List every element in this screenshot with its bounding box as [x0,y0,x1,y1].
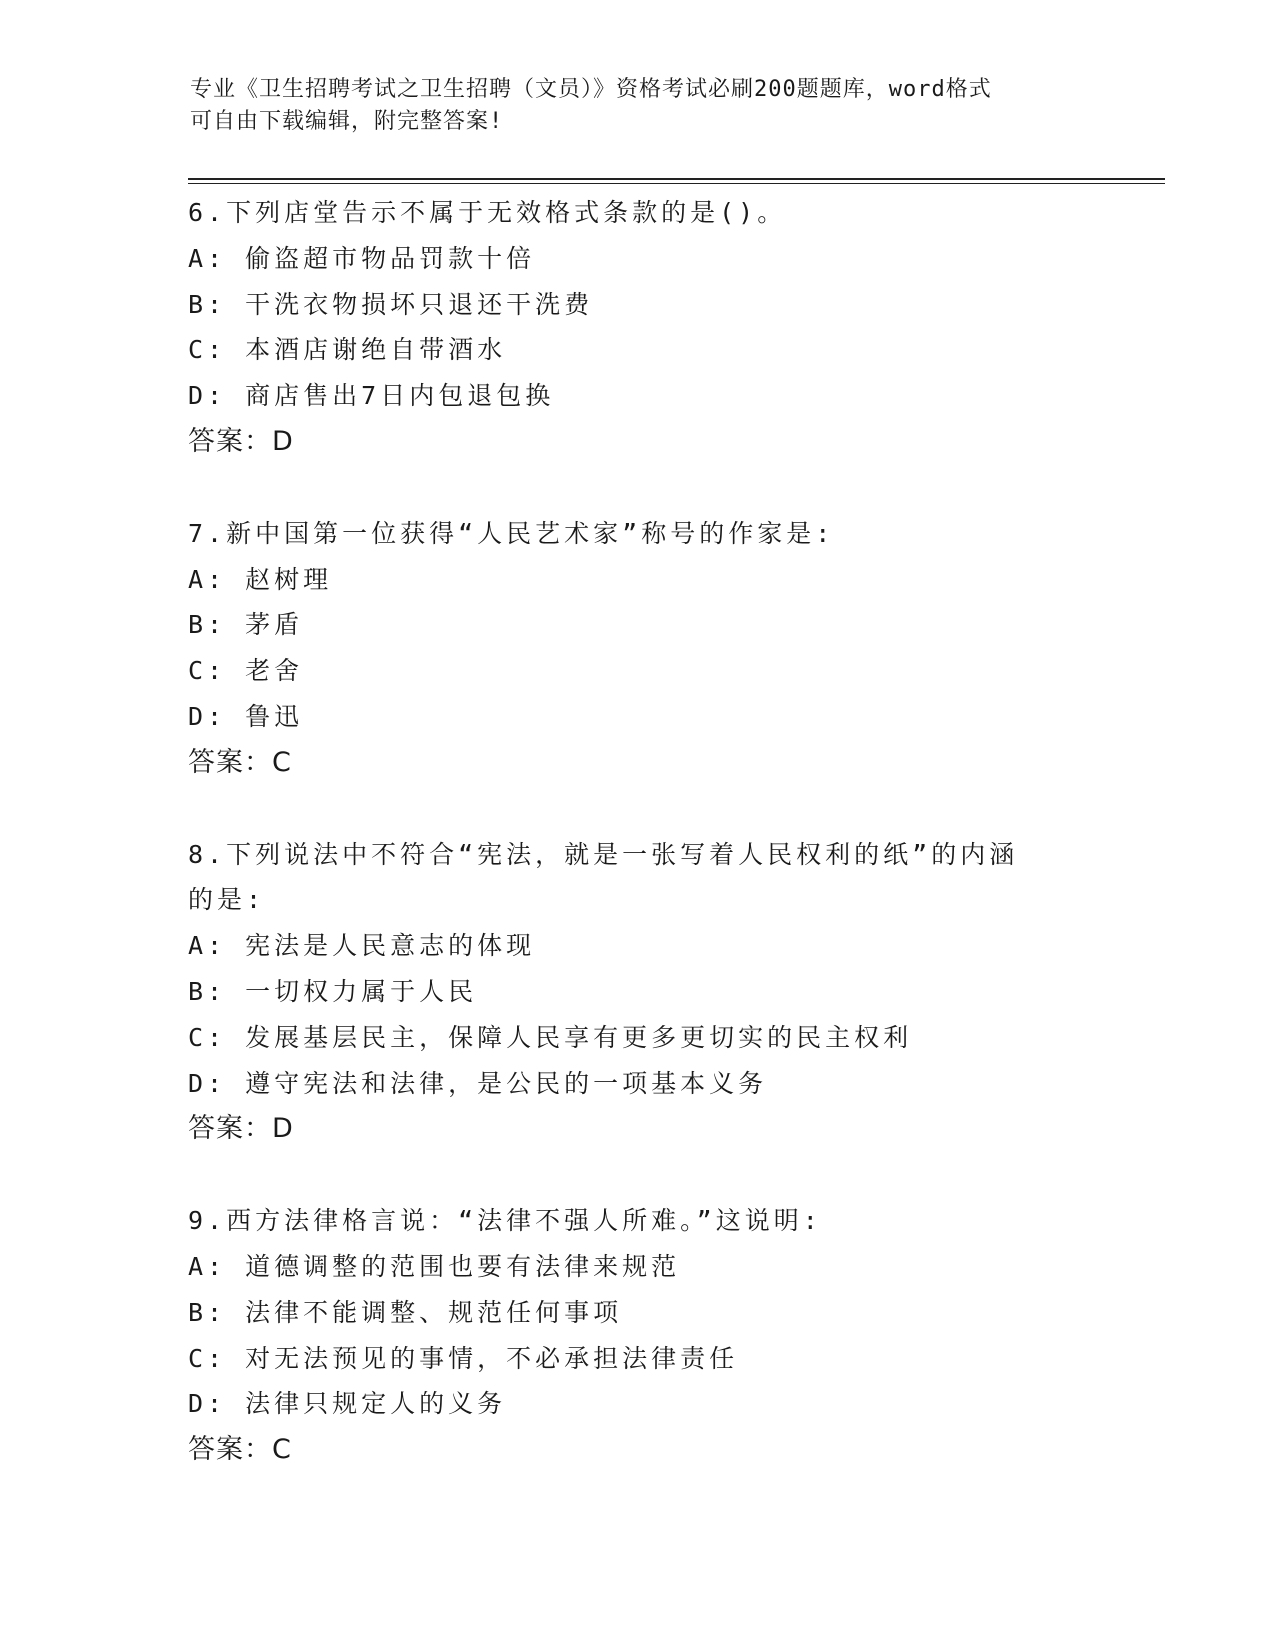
header-divider-thick [188,178,1165,180]
document-header [190,74,1090,138]
option-d: D: 鲁迅 [188,701,304,731]
question-text: 6.下列店堂告示不属于无效格式条款的是()。 [188,198,787,227]
question-8 [188,832,1088,1153]
option-b: B: 一切权力属于人民 [188,976,478,1006]
question-text: 7.新中国第一位获得“人民艺术家”称号的作家是: [188,518,835,548]
answer-label: 答案：D [188,1113,294,1145]
header-line-2: 可自由下载编辑，附完整答案! [190,109,504,134]
header-divider-thin [188,183,1165,184]
question-7 [188,511,1088,786]
option-b: B: 茅盾 [188,610,304,640]
option-b: B: 法律不能调整、规范任何事项 [188,1297,623,1327]
option-a: A: 赵树理 [188,564,333,594]
option-a: A: 道德调整的范围也要有法律来规范 [188,1251,681,1281]
option-c: C: 老舍 [188,656,304,686]
question-text: 8.下列说法中不符合“宪法，就是一张写着人民权利的纸”的内涵的是: [188,839,1019,915]
option-c: C: 对无法预见的事情，不必承担法律责任 [188,1343,739,1373]
answer-label: 答案：C [188,1434,292,1466]
option-d: D: 商店售出7日内包退包换 [188,381,555,411]
answer-label: 答案：D [188,425,294,457]
option-c: C: 发展基层民主，保障人民享有更多更切实的民主权利 [188,1022,913,1052]
question-9 [188,1198,1088,1473]
option-b: B: 干洗衣物损坏只退还干洗费 [188,289,594,319]
question-6 [188,190,1088,465]
answer-label: 答案：C [188,746,292,778]
question-list [188,190,1088,1519]
option-a: A: 偷盗超市物品罚款十倍 [188,243,536,273]
option-a: A: 宪法是人民意志的体现 [188,931,536,961]
option-d: D: 遵守宪法和法律，是公民的一项基本义务 [188,1068,768,1098]
option-d: D: 法律只规定人的义务 [188,1389,507,1419]
question-text: 9.西方法律格言说：“法律不强人所难。”这说明: [188,1206,822,1236]
option-c: C: 本酒店谢绝自带酒水 [188,335,507,365]
header-line-1: 专业《卫生招聘考试之卫生招聘（文员）》资格考试必刷200题题库，word格式 [190,77,992,102]
